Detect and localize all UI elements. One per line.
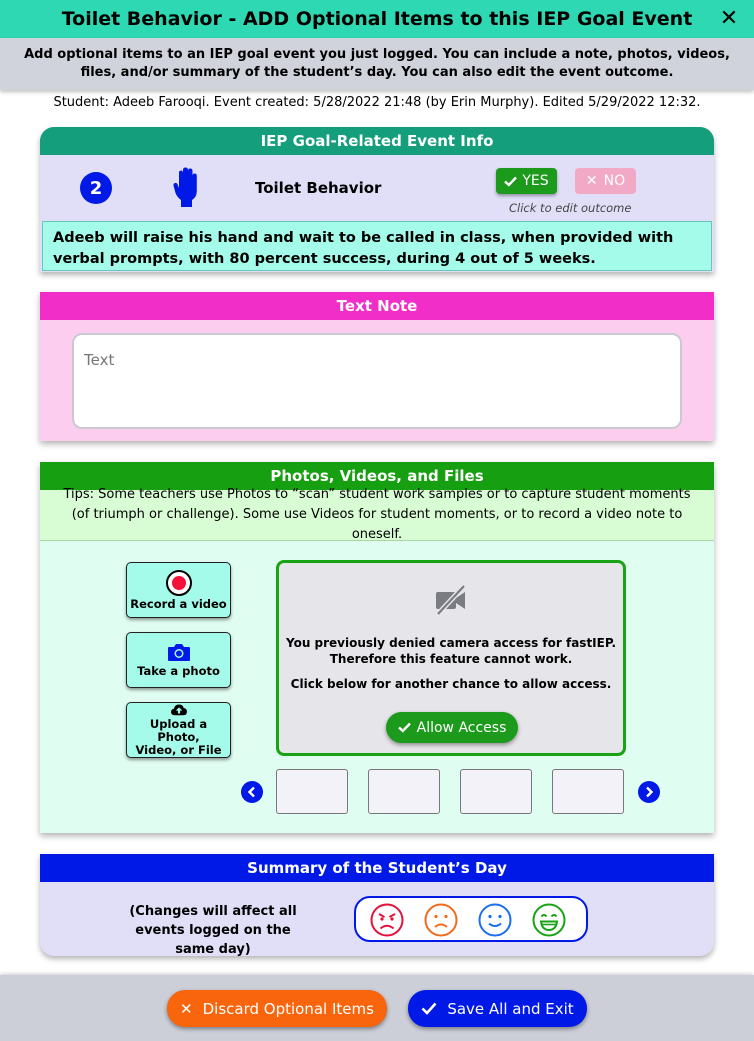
instructions-text: Add optional items to an IEP goal event you just logged. You can include a note, photos, videos, files, and/or summary of the student’s day. You can also edit the event outcome. — [24, 47, 730, 80]
media-header: Photos, Videos, and Files — [40, 462, 714, 490]
day-summary-header: Summary of the Student’s Day — [40, 854, 714, 882]
thumbnail-prev-button[interactable] — [241, 781, 263, 803]
thumbnail-slot[interactable] — [460, 769, 532, 814]
take-photo-button[interactable] — [126, 632, 231, 688]
record-video-label: Record a video — [130, 596, 227, 611]
goal-number-badge: 2 — [80, 172, 112, 204]
upload-label-line1: Upload a Photo, — [149, 717, 208, 744]
camera-message-line1: You previously denied camera access for fastIEP. — [285, 636, 616, 650]
record-video-button[interactable] — [126, 562, 231, 618]
camera-preview-area — [276, 560, 626, 756]
raised-hand-icon — [173, 167, 199, 207]
iep-goal-row — [40, 155, 714, 220]
allow-access-button[interactable] — [386, 712, 518, 743]
take-photo-label: Take a photo — [137, 664, 220, 678]
cloud-upload-icon — [167, 703, 191, 716]
camera-retry-message: Click below for another chance to allow access. — [290, 677, 612, 691]
goal-name: Toilet Behavior — [255, 179, 382, 197]
check-icon — [421, 1002, 437, 1015]
text-note-card — [40, 292, 714, 441]
thumbnail-slot[interactable] — [552, 769, 624, 814]
dialog-title: Toilet Behavior - ADD Optional Items to this IEP Goal Event — [61, 8, 693, 30]
allow-access-label: Allow Access — [416, 719, 507, 736]
discard-optional-items-button[interactable] — [167, 990, 387, 1027]
sad-face-icon[interactable] — [424, 903, 458, 937]
happy-face-icon[interactable] — [478, 903, 512, 937]
dialog-title-bar — [0, 0, 754, 38]
thumbnail-slot[interactable] — [276, 769, 348, 814]
record-icon — [166, 570, 192, 596]
x-icon: ✕ — [180, 999, 193, 1018]
outcome-hint: Click to edit outcome — [509, 201, 632, 215]
outcome-yes-button[interactable] — [496, 168, 557, 194]
chevron-left-icon — [247, 786, 257, 798]
event-meta: Student: Adeeb Farooqi. Event created: 5/28/2022 21:48 (by Erin Murphy). Edited 5/29/2022 12:32. — [53, 95, 701, 110]
discard-label: Discard Optional Items — [202, 999, 374, 1018]
chevron-right-icon — [644, 786, 654, 798]
goal-description: Adeeb will raise his hand and wait to be called in class, when provided with verbal prompts, with 80 percent success, during 4 out of 5 weeks. — [42, 221, 712, 271]
outcome-no-label: NO — [603, 173, 626, 189]
media-tips — [40, 487, 714, 542]
day-summary-note: (Changes will affect all events logged on the same day) — [129, 904, 297, 957]
save-label: Save All and Exit — [447, 999, 574, 1018]
iep-card-header: IEP Goal-Related Event Info — [40, 127, 714, 155]
thumbnail-slot[interactable] — [368, 769, 440, 814]
day-summary-card — [40, 854, 714, 956]
check-icon — [504, 176, 517, 187]
check-icon — [398, 722, 411, 733]
upload-file-button[interactable] — [126, 702, 231, 758]
angry-face-icon[interactable] — [370, 903, 404, 937]
instructions-banner — [0, 38, 754, 90]
x-icon: ✕ — [585, 173, 598, 189]
outcome-yes-label: YES — [522, 173, 549, 189]
close-icon[interactable]: ✕ — [719, 5, 739, 31]
camera-message-line2: Therefore this feature cannot work. — [329, 652, 573, 666]
iep-event-card — [40, 127, 714, 272]
text-note-header: Text Note — [40, 292, 714, 320]
text-note-input[interactable] — [72, 333, 682, 429]
camera-denied-message — [279, 635, 623, 667]
video-off-icon — [434, 583, 468, 617]
thumbnail-next-button[interactable] — [638, 781, 660, 803]
media-card — [40, 462, 714, 833]
mood-selector — [354, 896, 588, 942]
save-and-exit-button[interactable] — [408, 990, 587, 1027]
dialog-footer — [0, 975, 754, 1041]
very-happy-face-icon[interactable] — [532, 903, 566, 937]
upload-label-line2: Video, or File — [135, 743, 222, 757]
outcome-no-button[interactable] — [575, 168, 636, 194]
media-tips-text: Tips: Some teachers use Photos to “scan” student work samples or to capture student moments (of triumph or challenge). Some use Videos for student moments, or to record a video note to oneself. — [63, 487, 691, 542]
camera-icon — [167, 642, 191, 662]
